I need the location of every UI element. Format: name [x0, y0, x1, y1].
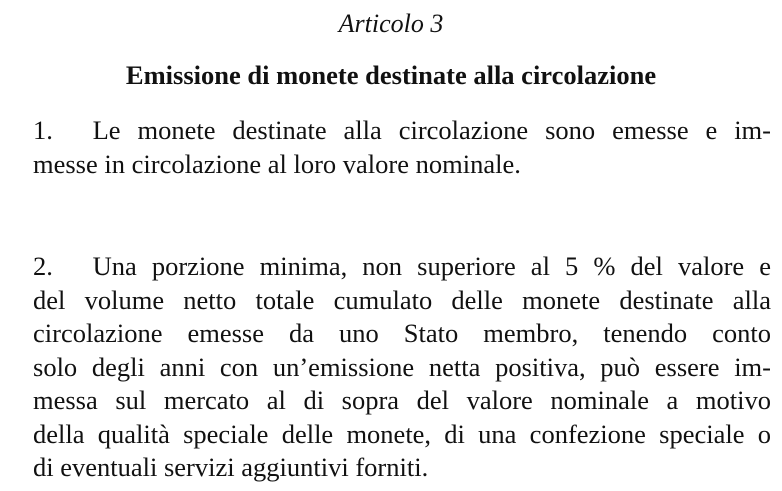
paragraph-2: [33, 250, 771, 485]
paragraph-1-line-1: 1. Le monete destinate alla circolazione sono emesse e im-: [33, 115, 771, 145]
paragraph-1-line-2: messe in circolazione al loro valore nominale.: [33, 148, 521, 179]
paragraph-2-line-7: di eventuali servizi aggiuntivi forniti.: [33, 452, 429, 482]
paragraph-2-line-1: 2. Una porzione minima, non superiore al 5 % del valore e: [33, 251, 771, 281]
paragraph-2-line-2: del volume netto totale cumulato delle monete destinate alla: [33, 284, 771, 315]
paragraph-2-line-5: messa sul mercato al di sopra del valore nominale a motivo: [33, 385, 771, 415]
paragraph-1: [33, 114, 771, 181]
article-number: Articolo 3: [338, 9, 444, 38]
paragraph-2-line-6: della qualità speciale delle monete, di una confezione speciale o: [33, 418, 771, 449]
paragraph-2-line-3: circolazione emesse da uno Stato membro, tenendo conto: [33, 318, 771, 348]
paragraph-2-line-4: solo degli anni con un’emissione netta positiva, può essere im-: [33, 351, 771, 382]
article-title: Emissione di monete destinate alla circolazione: [125, 60, 657, 90]
